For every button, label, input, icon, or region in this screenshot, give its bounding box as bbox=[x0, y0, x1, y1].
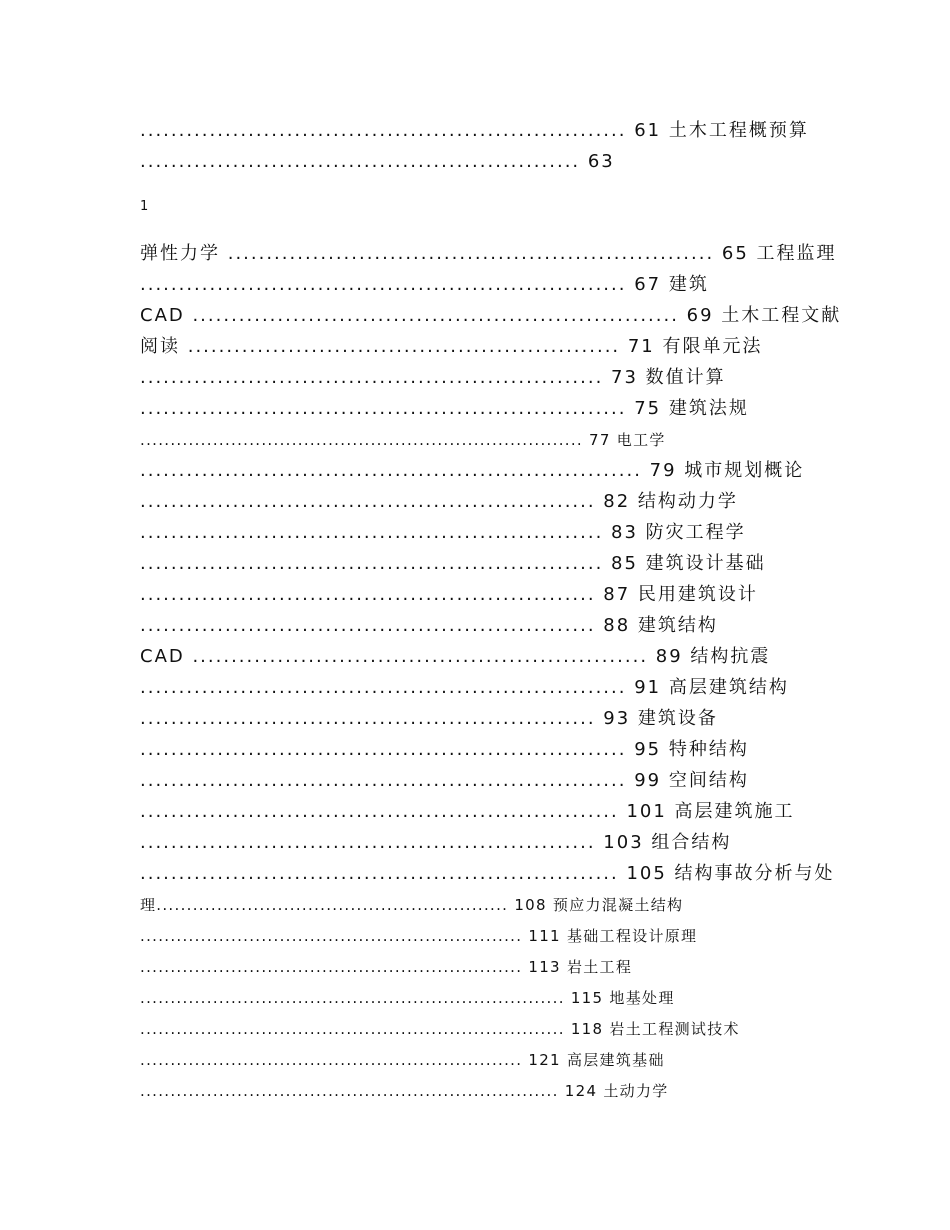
toc-line: 阅读 ........................................................ 71 有限单元法 bbox=[140, 336, 763, 357]
toc-line: ......................................................... 63 bbox=[140, 151, 615, 172]
toc-line: ............................................................... 95 特种结构 bbox=[140, 739, 749, 760]
toc-line: ................................................................. 79 城市规划概论 bbox=[140, 460, 805, 481]
toc-line: ............................................................ 83 防灾工程学 bbox=[140, 522, 746, 543]
toc-line: ...................................................................... 115 地基处理 bbox=[140, 989, 675, 1007]
toc-line: ............................................................... 61 土木工程概预算 bbox=[140, 120, 809, 141]
toc-line: ............................................................... 91 高层建筑结构 bbox=[140, 677, 789, 698]
toc-line: .............................................................. 105 结构事故分析与处 bbox=[140, 863, 835, 884]
toc-line: ............................................................... 113 岩土工程 bbox=[140, 958, 633, 976]
toc-line: ........................................................... 103 组合结构 bbox=[140, 832, 732, 853]
toc-line: ..................................................................... 124 土动力学 bbox=[140, 1082, 669, 1100]
toc-line: ........................................................... 93 建筑设备 bbox=[140, 708, 718, 729]
toc-line: CAD ............................................................... 69 土木工程文献 bbox=[140, 305, 842, 326]
toc-line: ........................................................... 88 建筑结构 bbox=[140, 615, 718, 636]
toc-line: ............................................................ 73 数值计算 bbox=[140, 367, 726, 388]
toc-line: ........................................................... 82 结构动力学 bbox=[140, 491, 738, 512]
toc-line: 理.......................................................... 108 预应力混凝土结构 bbox=[140, 896, 684, 914]
toc-line: ........................................................... 87 民用建筑设计 bbox=[140, 584, 758, 605]
toc-line: ............................................................... 75 建筑法规 bbox=[140, 398, 749, 419]
toc-line: ............................................................... 111 基础工程设计原理 bbox=[140, 927, 698, 945]
toc-line: ............................................................... 67 建筑 bbox=[140, 274, 709, 295]
page-number: 1 bbox=[140, 199, 149, 214]
toc-line: ............................................................... 121 高层建筑基础 bbox=[140, 1051, 665, 1069]
toc-line: CAD ........................................................... 89 结构抗震 bbox=[140, 646, 771, 667]
toc-line: ............................................................ 85 建筑设计基础 bbox=[140, 553, 766, 574]
toc-line: ...................................................................... 118 岩土工程测试技术 bbox=[140, 1020, 740, 1038]
toc-line: ......................................................................... 77 电工学 bbox=[140, 431, 666, 449]
toc-line: 弹性力学 ............................................................... 65 工程监理 bbox=[140, 243, 837, 264]
toc-line: ............................................................... 99 空间结构 bbox=[140, 770, 749, 791]
toc-line: .............................................................. 101 高层建筑施工 bbox=[140, 801, 795, 822]
